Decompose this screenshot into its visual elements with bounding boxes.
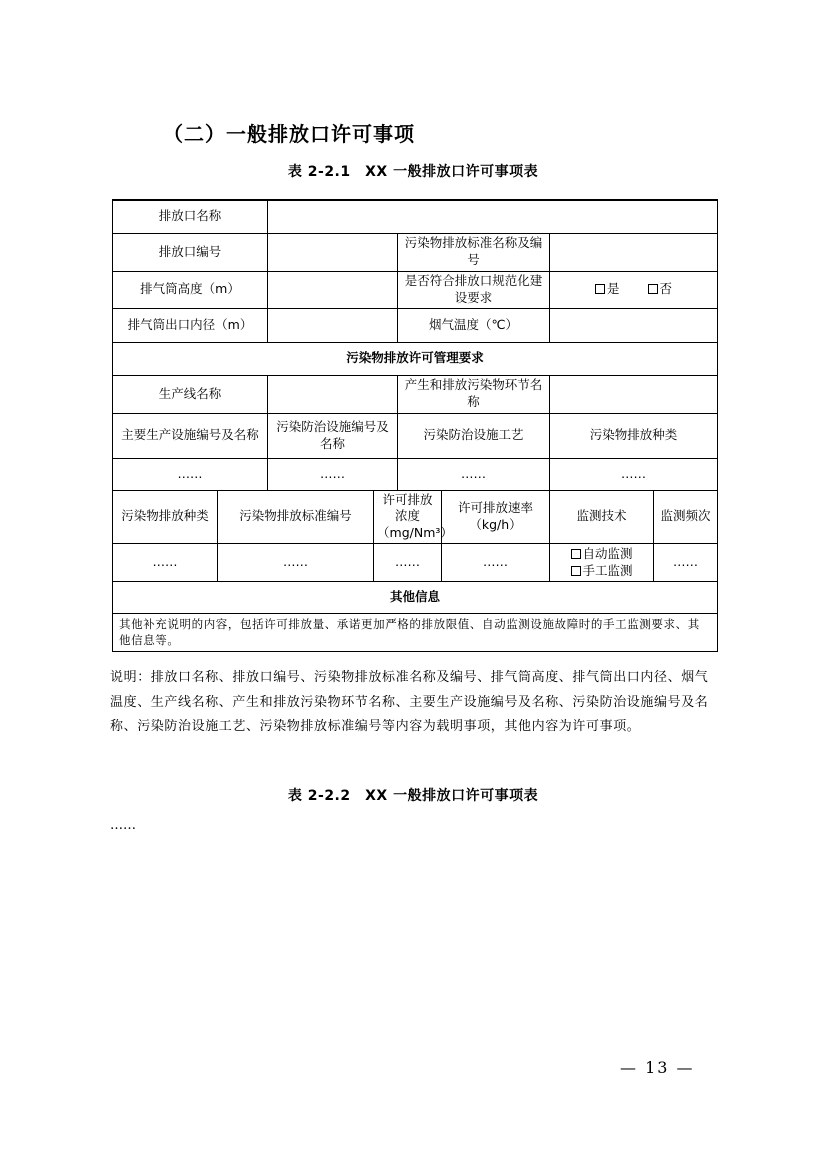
link-name-label: 产生和排放污染物环节名称 xyxy=(398,375,550,413)
table-row xyxy=(113,200,718,233)
dots-cell: …… xyxy=(268,458,398,490)
table-row xyxy=(113,375,718,413)
table-row xyxy=(113,271,718,308)
compliance-no[interactable]: 否 xyxy=(648,281,673,298)
dots-cell: …… xyxy=(398,458,550,490)
monitor-freq-label: 监测频次 xyxy=(654,490,718,544)
section-title: （二）一般排放口许可事项 xyxy=(163,122,415,146)
permit-table xyxy=(112,199,718,652)
table-row xyxy=(113,614,718,652)
checkbox-icon xyxy=(648,284,658,294)
link-name-value xyxy=(550,375,718,413)
table-row xyxy=(113,233,718,271)
checkbox-icon xyxy=(595,284,605,294)
pollutant-type-label-2: 污染物排放种类 xyxy=(113,490,218,544)
std-no-label: 污染物排放标准编号 xyxy=(218,490,374,544)
dots-cell: …… xyxy=(218,544,374,582)
table-row xyxy=(113,342,718,375)
prod-line-label: 生产线名称 xyxy=(113,375,268,413)
rate-label: 许可排放速率（kg/h） xyxy=(442,490,550,544)
compliance-options xyxy=(550,271,718,308)
other-header: 其他信息 xyxy=(113,582,718,614)
control-process-label: 污染防治设施工艺 xyxy=(398,413,550,458)
inner-diameter-value xyxy=(268,308,398,342)
table-row xyxy=(113,490,718,544)
table-row xyxy=(113,544,718,582)
outlet-no-value xyxy=(268,233,398,271)
other-text: 其他补充说明的内容，包括许可排放量、承诺更加严格的排放限值、自动监测设施故障时的手工监测要求、其他信息等。 xyxy=(113,614,718,652)
outlet-no-label: 排放口编号 xyxy=(113,233,268,271)
compliance-label: 是否符合排放口规范化建设要求 xyxy=(398,271,550,308)
prod-line-value xyxy=(268,375,398,413)
flue-temp-value xyxy=(550,308,718,342)
checkbox-icon xyxy=(571,549,581,559)
monitor-options xyxy=(550,544,654,582)
outlet-name-label: 排放口名称 xyxy=(113,200,268,233)
table-row xyxy=(113,413,718,458)
monitor-tech-label: 监测技术 xyxy=(550,490,654,544)
dots-cell: …… xyxy=(442,544,550,582)
dots-cell: …… xyxy=(654,544,718,582)
pollutant-type-label: 污染物排放种类 xyxy=(550,413,718,458)
table-caption-2-2-2: 表 2-2.2 XX 一般排放口许可事项表 xyxy=(287,788,539,804)
mgmt-header: 污染物排放许可管理要求 xyxy=(113,342,718,375)
dots-cell: …… xyxy=(113,458,268,490)
table-row xyxy=(113,458,718,490)
stack-height-value xyxy=(268,271,398,308)
facility-label: 主要生产设施编号及名称 xyxy=(113,413,268,458)
stack-height-label: 排气筒高度（m） xyxy=(113,271,268,308)
dots-cell: …… xyxy=(113,544,218,582)
manual-monitor-option[interactable]: 手工监测 xyxy=(553,563,650,580)
std-name-label: 污染物排放标准名称及编号 xyxy=(398,233,550,271)
conc-label: 许可排放浓度（mg/Nm³） xyxy=(374,490,442,544)
table-row xyxy=(113,308,718,342)
outlet-name-value xyxy=(268,200,718,233)
compliance-yes[interactable]: 是 xyxy=(595,281,620,298)
table-caption-2-2-1: 表 2-2.1 XX 一般排放口许可事项表 xyxy=(287,164,539,180)
dots-cell: …… xyxy=(374,544,442,582)
control-facility-label: 污染防治设施编号及名称 xyxy=(268,413,398,458)
table-row xyxy=(113,582,718,614)
auto-monitor-option[interactable]: 自动监测 xyxy=(553,546,650,563)
explanatory-note: 说明：排放口名称、排放口编号、污染物排放标准名称及编号、排气筒高度、排气筒出口内径、烟气温度、生产线名称、产生和排放污染物环节名称、主要生产设施编号及名称、污染防治设施编号及名称、污染防治设施工艺、污染物排放标准编号等内容为载明事项，其他内容为许可事项。 xyxy=(110,670,709,734)
dots-cell: …… xyxy=(550,458,718,490)
std-name-value xyxy=(550,233,718,271)
checkbox-icon xyxy=(571,566,581,576)
trailing-ellipsis: …… xyxy=(110,818,136,833)
page-number: — 13 — xyxy=(620,1058,695,1077)
inner-diameter-label: 排气筒出口内径（m） xyxy=(113,308,268,342)
flue-temp-label: 烟气温度（℃） xyxy=(398,308,550,342)
